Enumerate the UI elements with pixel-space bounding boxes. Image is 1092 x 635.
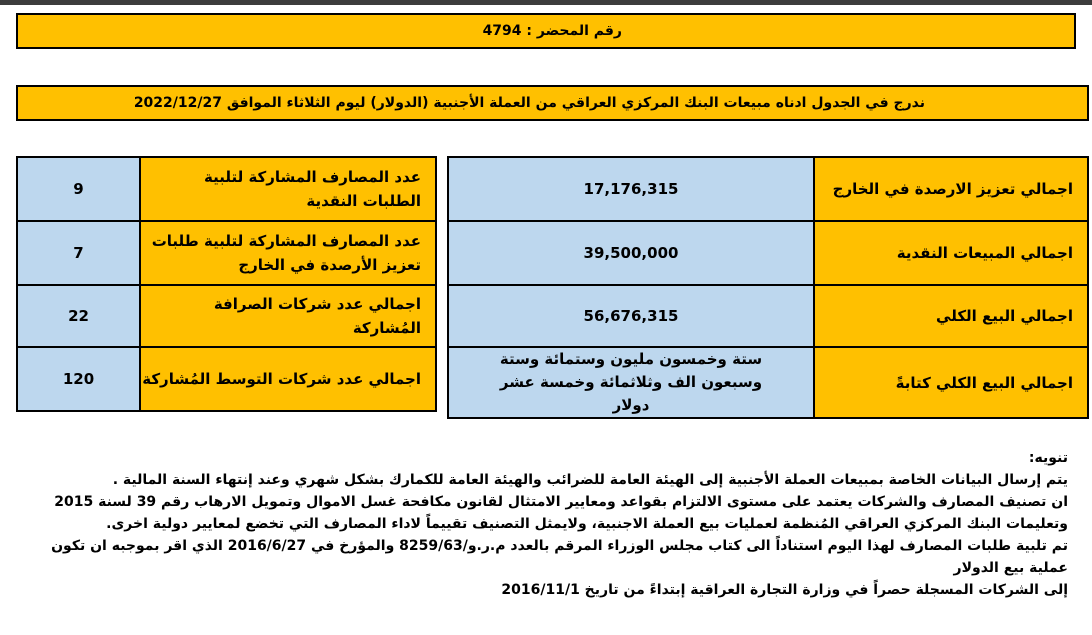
row-label: اجمالي تعزيز الارصدة في الخارج: [814, 157, 1088, 221]
row-label: اجمالي المبيعات النقدية: [814, 221, 1088, 285]
notes-line: ان تصنيف المصارف والشركات يعتمد على مستوى الالتزام بقواعد ومعايير الامتثال لقانون مكافحة غسل الاموال وتمويل الارهاب رقم 39 لسنة 2015: [54, 494, 1068, 510]
notes-line: تم تلبية طلبات المصارف لهذا اليوم استناداً الى كتاب مجلس الوزراء المرقم بالعدد م.ر.و/8259/63 والمؤرخ في 2016/6/27 الذي اقر بموجبه ان تكون عملية بيع الدولار: [51, 538, 1068, 576]
row-value: 39,500,000: [448, 221, 814, 285]
row-label: اجمالي عدد شركات الصرافة المُشاركة: [140, 285, 436, 347]
row-label: عدد المصارف المشاركة لتلبية طلبات تعزيز الأرصدة في الخارج: [140, 221, 436, 285]
table-row: [448, 221, 1088, 285]
row-value: 9: [17, 157, 140, 221]
participants-table: [16, 156, 437, 412]
row-value: 120: [17, 347, 140, 411]
notes-section: [40, 447, 1068, 601]
table-row: [448, 285, 1088, 347]
table-row: [17, 157, 436, 221]
row-value: ستة وخمسون مليون وستمائة وستة وسبعون الف وثلاثمائة وخمسة عشر دولار: [448, 347, 814, 418]
table-row: [448, 157, 1088, 221]
table-row: [448, 347, 1088, 418]
table-row: [17, 347, 436, 411]
row-value: 22: [17, 285, 140, 347]
sales-summary-table: [447, 156, 1089, 419]
row-label: اجمالي البيع الكلي: [814, 285, 1088, 347]
row-label: اجمالي عدد شركات التوسط المُشاركة: [140, 347, 436, 411]
row-value: 7: [17, 221, 140, 285]
row-label: عدد المصارف المشاركة لتلبية الطلبات النقدية: [140, 157, 436, 221]
intro-banner: [16, 85, 1089, 121]
row-label: اجمالي البيع الكلي كتابةً: [814, 347, 1088, 418]
window-top-border: [0, 0, 1092, 5]
table-row: [17, 285, 436, 347]
notes-line: يتم إرسال البيانات الخاصة بمبيعات العملة الأجنبية إلى الهيئة العامة للضرائب والهيئة العامة للكمارك بشكل شهري وعند إنتهاء السنة المالية .: [112, 472, 1068, 488]
notes-line: إلى الشركات المسجلة حصراً في وزارة التجارة العراقية إبتداءً من تاريخ 2016/11/1: [501, 582, 1068, 598]
intro-text: ندرج في الجدول ادناه مبيعات البنك المركزي العراقي من العملة الأجنبية (الدولار) ليوم الثلاثاء الموافق 2022/12/27: [133, 95, 925, 111]
record-number-box: [16, 13, 1076, 49]
record-number-label: رقم المحضر : 4794: [482, 23, 622, 39]
row-value: 17,176,315: [448, 157, 814, 221]
notes-heading: تنويه:: [1028, 450, 1068, 466]
row-value: 56,676,315: [448, 285, 814, 347]
table-row: [17, 221, 436, 285]
notes-line: وتعليمات البنك المركزي العراقي المُنظمة لعمليات بيع العملة الاجنبية، ولايمثل التصنيف تقييماً لاداء المصارف التي تخضع لمعايير دولية اخرى.: [106, 516, 1068, 532]
